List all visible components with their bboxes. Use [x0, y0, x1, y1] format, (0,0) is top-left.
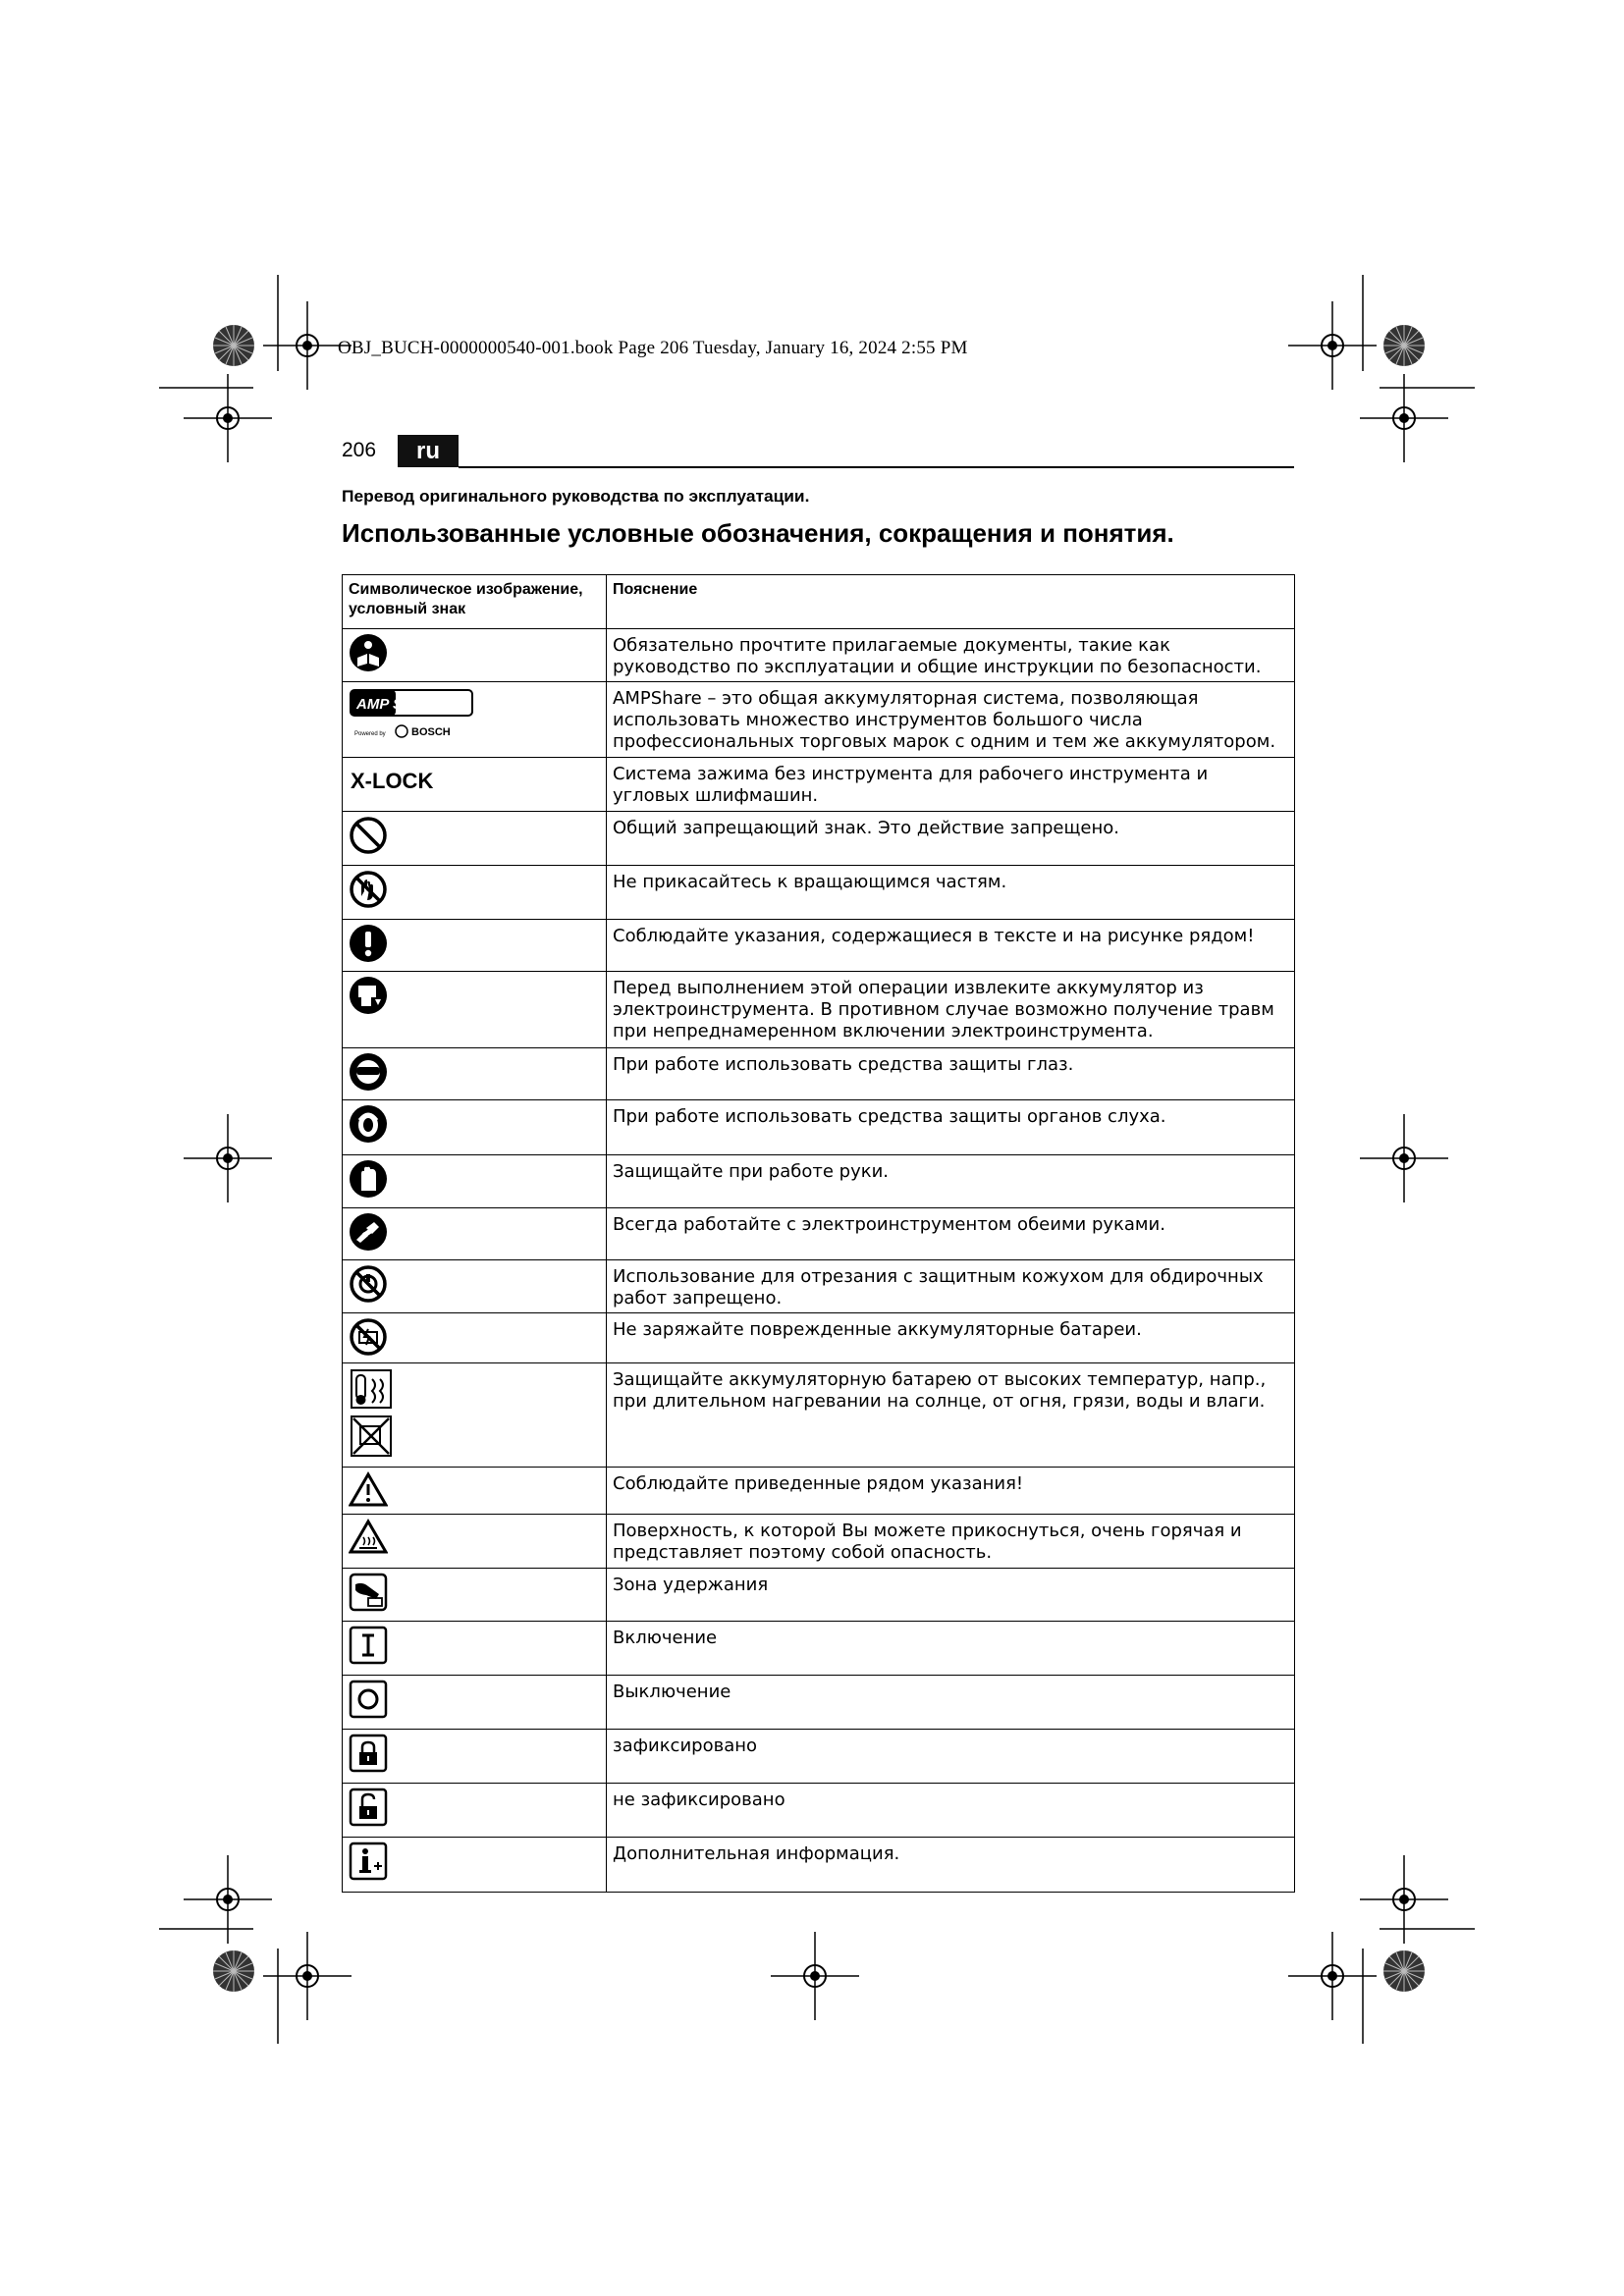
- row-text: Общий запрещающий знак. Это действие запрещено.: [607, 812, 1295, 866]
- table-row: [343, 1622, 1295, 1676]
- row-text: Включение: [607, 1622, 1295, 1676]
- table-row: [343, 682, 1295, 758]
- table-row: [343, 758, 1295, 812]
- table-row: [343, 1313, 1295, 1363]
- table-row: [343, 1208, 1295, 1260]
- svg-text:BOSCH: BOSCH: [411, 726, 451, 738]
- read-manual-icon: [349, 633, 388, 672]
- header-rule: [459, 466, 1294, 468]
- table-row: [343, 629, 1295, 682]
- no-cutting-guard-icon: [349, 1264, 388, 1304]
- svg-text:AMP Share: AMP Share: [356, 696, 434, 713]
- prohibition-icon: [349, 816, 388, 855]
- row-text: Соблюдайте приведенные рядом указания!: [607, 1468, 1295, 1515]
- row-text: При работе использовать средства защиты глаз.: [607, 1048, 1295, 1100]
- table-row: [343, 1100, 1295, 1155]
- row-text: Не заряжайте поврежденные аккумуляторные батареи.: [607, 1313, 1295, 1363]
- row-text: Перед выполнением этой операции извлеките аккумулятор из электроинструмента. В противном случае возможно получение травм при непреднамеренном включении электроинструмента.: [607, 972, 1295, 1048]
- row-text: AMPShare – это общая аккумуляторная система, позволяющая использовать множество инструментов большого числа профессиональных торговых марок с одним и тем же аккумулятором.: [607, 682, 1295, 758]
- table-row: [343, 972, 1295, 1048]
- table-row: [343, 812, 1295, 866]
- row-text: Всегда работайте с электроинструментом обеими руками.: [607, 1208, 1295, 1260]
- header-symbol: Символическое изображение, условный знак: [343, 575, 607, 629]
- registration-mark-bottom-left: [159, 1855, 352, 2044]
- table-row: [343, 1569, 1295, 1622]
- table-row: [343, 1730, 1295, 1784]
- registration-mark-mid-left: [184, 1114, 272, 1202]
- registration-mark-mid-right: [1360, 1114, 1448, 1202]
- locked-icon: [349, 1734, 388, 1773]
- table-row: [343, 1468, 1295, 1515]
- ampshare-logo: [349, 686, 476, 741]
- hot-surface-icon: [349, 1519, 388, 1556]
- table-row: [343, 1784, 1295, 1838]
- row-text: Обязательно прочтите прилагаемые документы, такие как руководство по эксплуатации и общие инструкции по безопасности.: [607, 629, 1295, 682]
- row-text: Не прикасайтесь к вращающимся частям.: [607, 866, 1295, 920]
- row-text: Дополнительная информация.: [607, 1838, 1295, 1893]
- table-row: [343, 1048, 1295, 1100]
- table-row: [343, 1260, 1295, 1313]
- row-text: зафиксировано: [607, 1730, 1295, 1784]
- battery-heat-icon: [349, 1367, 394, 1460]
- symbols-table: [342, 574, 1295, 1893]
- header-explanation: Пояснение: [607, 575, 1295, 629]
- svg-text:Powered by: Powered by: [354, 731, 386, 737]
- svg-text:X-LOCK: X-LOCK: [351, 769, 434, 793]
- section-title: Использованные условные обозначения, сокращения и понятия.: [342, 518, 1174, 548]
- warning-triangle-icon: [349, 1471, 388, 1509]
- language-badge: ru: [398, 435, 459, 467]
- table-row: [343, 1676, 1295, 1730]
- row-text: Система зажима без инструмента для рабочего инструмента и угловых шлифмашин.: [607, 758, 1295, 812]
- table-header-row: [343, 575, 1295, 629]
- row-text: Выключение: [607, 1676, 1295, 1730]
- row-text: Соблюдайте указания, содержащиеся в тексте и на рисунке рядом!: [607, 920, 1295, 972]
- grip-zone-icon: [349, 1573, 388, 1612]
- document-subtitle: Перевод оригинального руководства по эксплуатации.: [342, 487, 810, 506]
- row-text: Защищайте аккумуляторную батарею от высоких температур, напр., при длительном нагревании на солнце, от огня, грязи, воды и влаги.: [607, 1363, 1295, 1468]
- table-row: [343, 866, 1295, 920]
- registration-mark-bottom-center: [771, 1932, 859, 2020]
- print-slug: OBJ_BUCH-0000000540-001.book Page 206 Tuesday, January 16, 2024 2:55 PM: [338, 338, 968, 358]
- info-icon: [349, 1842, 388, 1881]
- xlock-logo: [349, 762, 447, 797]
- eye-protection-icon: [349, 1052, 388, 1092]
- registration-mark-top-right: [1288, 275, 1475, 462]
- row-text: Поверхность, к которой Вы можете прикоснуться, очень горячая и представляет поэтому собой опасность.: [607, 1515, 1295, 1569]
- row-text: При работе использовать средства защиты органов слуха.: [607, 1100, 1295, 1155]
- remove-battery-icon: [349, 976, 388, 1015]
- row-text: не зафиксировано: [607, 1784, 1295, 1838]
- no-touch-rotating-icon: [349, 870, 388, 909]
- no-charge-damaged-icon: [349, 1317, 388, 1357]
- page-number: 206: [342, 439, 377, 461]
- row-text: Защищайте при работе руки.: [607, 1155, 1295, 1208]
- table-row: [343, 1155, 1295, 1208]
- table-row: [343, 920, 1295, 972]
- table-row: [343, 1515, 1295, 1569]
- two-hands-icon: [349, 1212, 388, 1252]
- exclamation-icon: [349, 924, 388, 963]
- table-row: [343, 1838, 1295, 1893]
- row-text: Зона удержания: [607, 1569, 1295, 1622]
- unlocked-icon: [349, 1788, 388, 1827]
- hand-protection-icon: [349, 1159, 388, 1199]
- registration-mark-bottom-right: [1288, 1855, 1475, 2044]
- ear-protection-icon: [349, 1104, 388, 1144]
- row-text: Использование для отрезания с защитным кожухом для обдирочных работ запрещено.: [607, 1260, 1295, 1313]
- switch-off-icon: [349, 1680, 388, 1719]
- switch-on-icon: [349, 1626, 388, 1665]
- table-row: [343, 1363, 1295, 1468]
- registration-mark-top-left: [159, 275, 352, 462]
